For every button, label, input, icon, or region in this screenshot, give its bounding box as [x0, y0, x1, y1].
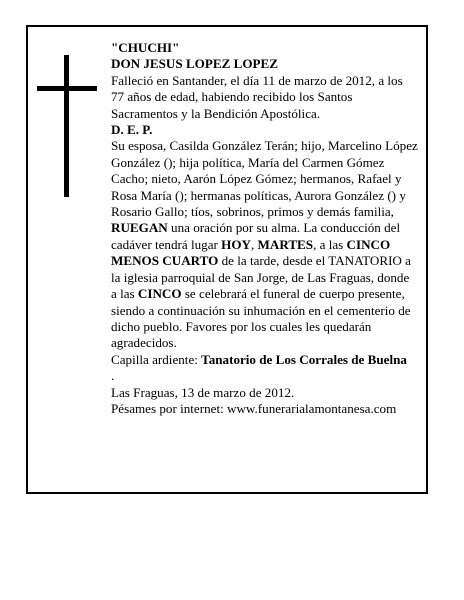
- time-words: CINCO MENOS CUARTO: [111, 236, 391, 269]
- capilla-label: Capilla ardiente:: [111, 351, 202, 367]
- ceremony-text-2: ,: [250, 236, 258, 252]
- ruegan-word: RUEGAN: [111, 220, 168, 236]
- funeral-time-word: CINCO: [137, 286, 182, 302]
- place-date: Las Fraguas, 13 de marzo de 2012.: [111, 384, 295, 400]
- hoy-word: HOY: [221, 236, 251, 252]
- ceremony-details: [111, 220, 418, 351]
- capilla-value: Tanatorio de Los Corrales de Buelna: [201, 351, 407, 367]
- dep-line: D. E. P.: [111, 122, 153, 138]
- martes-word: MARTES: [257, 236, 314, 252]
- nickname: "CHUCHI": [111, 40, 180, 55]
- death-notice: Falleció en Santander, el día 11 de marzo de 2012, a los 77 años de edad, habiendo recibido los Santos Sacramentos y la Bendición Apostólica.: [111, 72, 403, 121]
- ceremony-text-1: una oración por su alma. La conducción del cadáver tendrá lugar: [111, 220, 401, 252]
- cross-icon-bar: [37, 86, 97, 91]
- family-list: Su esposa, Casilda González Terán; hijo, Marcelino López González (); hija política, María del Carmen Gómez Cacho; nieto, Aarón López Gómez; hermanos, Rafael y Rosa María (); hermanas políticas, Aurora González () y Rosario Gallo; tíos, sobrinos, primos y demás familia,: [111, 138, 418, 220]
- ceremony-text-5: se celebrará el funeral de cuerpo presente, siendo a continuación su inhumación en el cementerio de dicho pueblo. Favores por los cuales les quedarán agradecidos.: [111, 286, 411, 351]
- ceremony-text-3: , a las: [313, 236, 347, 252]
- obituary-text: [111, 40, 418, 417]
- cross-icon: [64, 55, 69, 197]
- pesames-line: Pésames por internet: www.funerarialamontanesa.com: [111, 400, 397, 416]
- ceremony-text-4: de la tarde, desde el TANATORIO a la iglesia parroquial de San Jorge, de Las Fraguas, donde a las: [111, 253, 411, 302]
- capilla-dot: .: [111, 368, 115, 384]
- deceased-name: DON JESUS LOPEZ LOPEZ: [111, 56, 278, 72]
- capilla-line: [111, 352, 418, 368]
